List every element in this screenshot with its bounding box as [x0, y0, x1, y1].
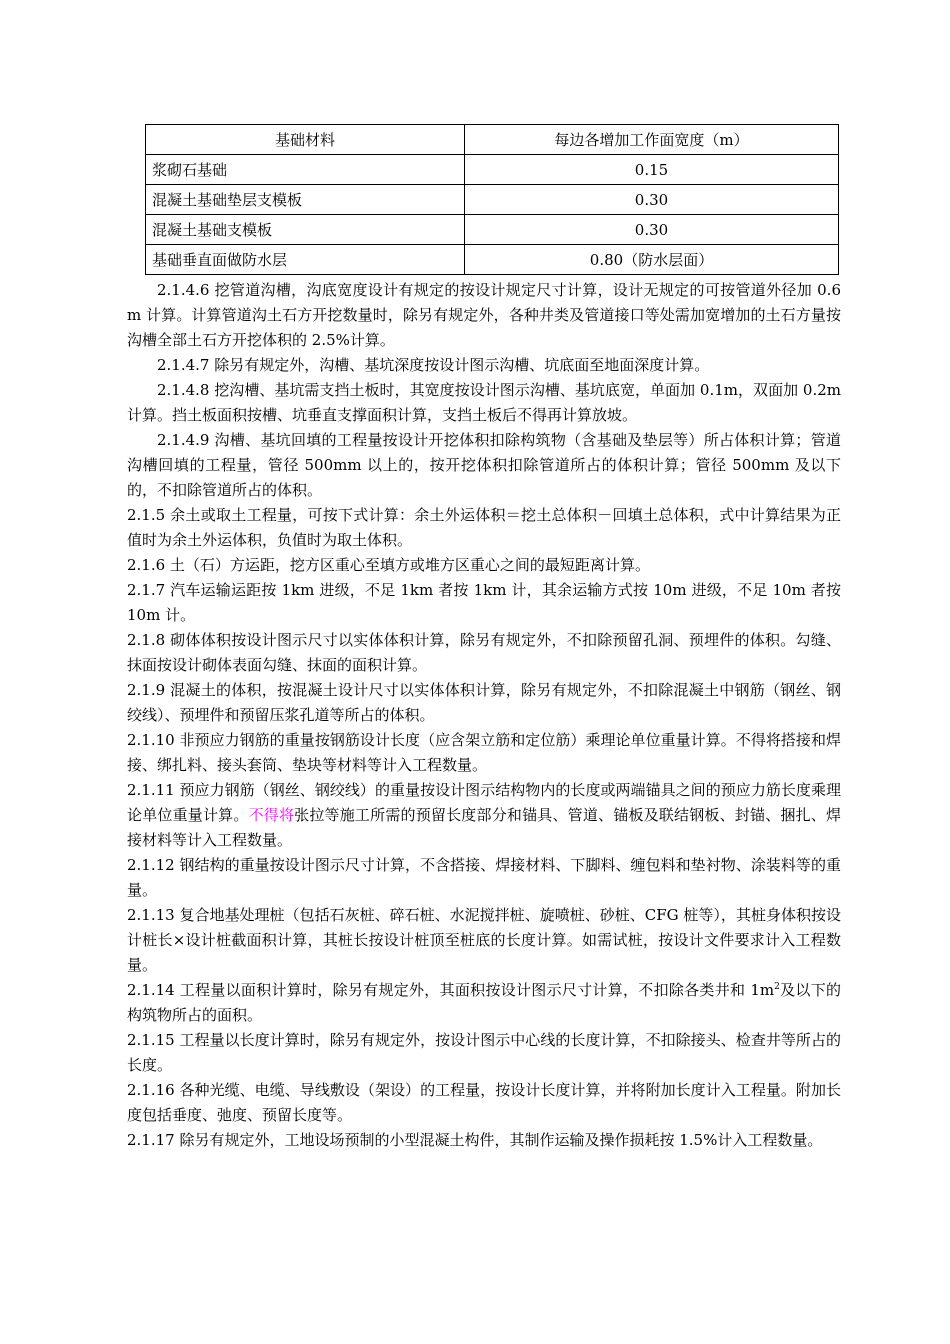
clause-2-1-14-text-a: 2.1.14 工程量以面积计算时，除另有规定外，其面积按设计图示尺寸计算，不扣除各类井和 1m: [127, 981, 775, 999]
table-row: [146, 215, 839, 245]
clause-2-1-16: 2.1.16 各种光缆、电缆、导线敷设（架设）的工程量，按设计长度计算，并将附加长度计入工程量。附加长度包括垂度、弛度、预留长度等。: [127, 1081, 841, 1124]
material-cell: 浆砌石基础: [146, 155, 465, 185]
clause-2-1-4-6: 2.1.4.6 挖管道沟槽，沟底宽度设计有规定的按设计规定尺寸计算，设计无规定的可按管道外径加 0.6m 计算。计算管道沟土石方开挖数量时，除另有规定外，各种井类及管道接口等处需加宽增加的土石方量按沟槽全部土石方开挖体积的 2.5%计算。: [127, 281, 841, 349]
clause-2-1-17: 2.1.17 除另有规定外，工地设场预制的小型混凝土构件，其制作运输及操作损耗按 1.5%计入工程数量。: [127, 1131, 823, 1149]
width-cell: 0.30: [465, 185, 839, 215]
material-cell: 混凝土基础垫层支模板: [146, 185, 465, 215]
clause-2-1-11-text-c: 张拉等施工所需的预留长度部分和锚具、管道、锚板及联结钢板、封锚、捆扎、焊接材料等计入工程数量。: [127, 806, 841, 849]
clause-2-1-13: 2.1.13 复合地基处理桩（包括石灰桩、碎石桩、水泥搅拌桩、旋喷桩、砂桩、CFG 桩等），其桩身体积按设计桩长×设计桩截面积计算，其桩长按设计桩顶至桩底的长度计算。如需试桩，按设计文件要求计入工程数量。: [127, 906, 841, 974]
document-page: [127, 124, 841, 1153]
clause-2-1-6: 2.1.6 土（石）方运距，挖方区重心至填方或堆方区重心之间的最短距离计算。: [127, 556, 650, 574]
clause-2-1-14-text-b: 及以下的构筑物所占的面积。: [127, 981, 841, 1024]
clause-2-1-9: 2.1.9 混凝土的体积，按混凝土设计尺寸以实体体积计算，除另有规定外，不扣除混凝土中钢筋（钢丝、钢绞线）、预埋件和预留压浆孔道等所占的体积。: [127, 681, 841, 724]
clause-2-1-12: 2.1.12 钢结构的重量按设计图示尺寸计算，不含搭接、焊接材料、下脚料、缠包料和垫衬物、涂装料等的重量。: [127, 856, 841, 899]
clause-2-1-14: [127, 978, 841, 1028]
width-cell: 0.15: [465, 155, 839, 185]
clause-2-1-4-8: 2.1.4.8 挖沟槽、基坑需支挡土板时，其宽度按设计图示沟槽、基坑底宽，单面加 0.1m，双面加 0.2m 计算。挡土板面积按槽、坑垂直支撑面积计算，支挡土板后不得再计算放坡。: [127, 381, 841, 424]
clause-2-1-11: [127, 778, 841, 853]
clause-2-1-11-text-a: 2.1.11 预应力钢筋（钢丝、钢绞线）的重量按设计图示结构物内的长度或两端锚具之间的预应力筋长度乘理论单位重量计算。: [127, 781, 841, 824]
header-width: 每边各增加工作面宽度（m）: [465, 125, 839, 155]
material-cell: 基础垂直面做防水层: [146, 245, 465, 275]
material-cell: 混凝土基础支模板: [146, 215, 465, 245]
table-header-row: [146, 125, 839, 155]
clause-2-1-8: 2.1.8 砌体体积按设计图示尺寸以实体体积计算，除另有规定外，不扣除预留孔洞、预埋件的体积。勾缝、抹面按设计砌体表面勾缝、抹面的面积计算。: [127, 631, 841, 674]
body-text: [127, 278, 841, 1153]
superscript-two: 2: [774, 982, 780, 992]
header-material: 基础材料: [146, 125, 465, 155]
width-cell: 0.80（防水层面）: [465, 245, 839, 275]
table-row: [146, 185, 839, 215]
table-row: [146, 245, 839, 275]
highlighted-text: 不得将: [248, 806, 295, 824]
width-cell: 0.30: [465, 215, 839, 245]
clause-2-1-5: 2.1.5 余土或取土工程量，可按下式计算：余土外运体积＝挖土总体积－回填土总体积，式中计算结果为正值时为余土外运体积，负值时为取土体积。: [127, 506, 841, 549]
clause-2-1-15: 2.1.15 工程量以长度计算时，除另有规定外，按设计图示中心线的长度计算，不扣除接头、检查井等所占的长度。: [127, 1031, 841, 1074]
work-face-width-table: [145, 124, 839, 275]
clause-2-1-10: 2.1.10 非预应力钢筋的重量按钢筋设计长度（应含架立筋和定位筋）乘理论单位重量计算。不得将搭接和焊接、绑扎料、接头套筒、垫块等材料等计入工程数量。: [127, 731, 841, 774]
clause-2-1-4-7: 2.1.4.7 除另有规定外，沟槽、基坑深度按设计图示沟槽、坑底面至地面深度计算。: [157, 356, 710, 374]
table-row: [146, 155, 839, 185]
clause-2-1-4-9: 2.1.4.9 沟槽、基坑回填的工程量按设计开挖体积扣除构筑物（含基础及垫层等）所占体积计算；管道沟槽回填的工程量，管径 500mm 以上的，按开挖体积扣除管道所占的体积计算；管径 500mm 及以下的，不扣除管道所占的体积。: [127, 431, 841, 499]
clause-2-1-7: 2.1.7 汽车运输运距按 1km 进级，不足 1km 者按 1km 计，其余运输方式按 10m 进级，不足 10m 者按 10m 计。: [127, 581, 841, 624]
